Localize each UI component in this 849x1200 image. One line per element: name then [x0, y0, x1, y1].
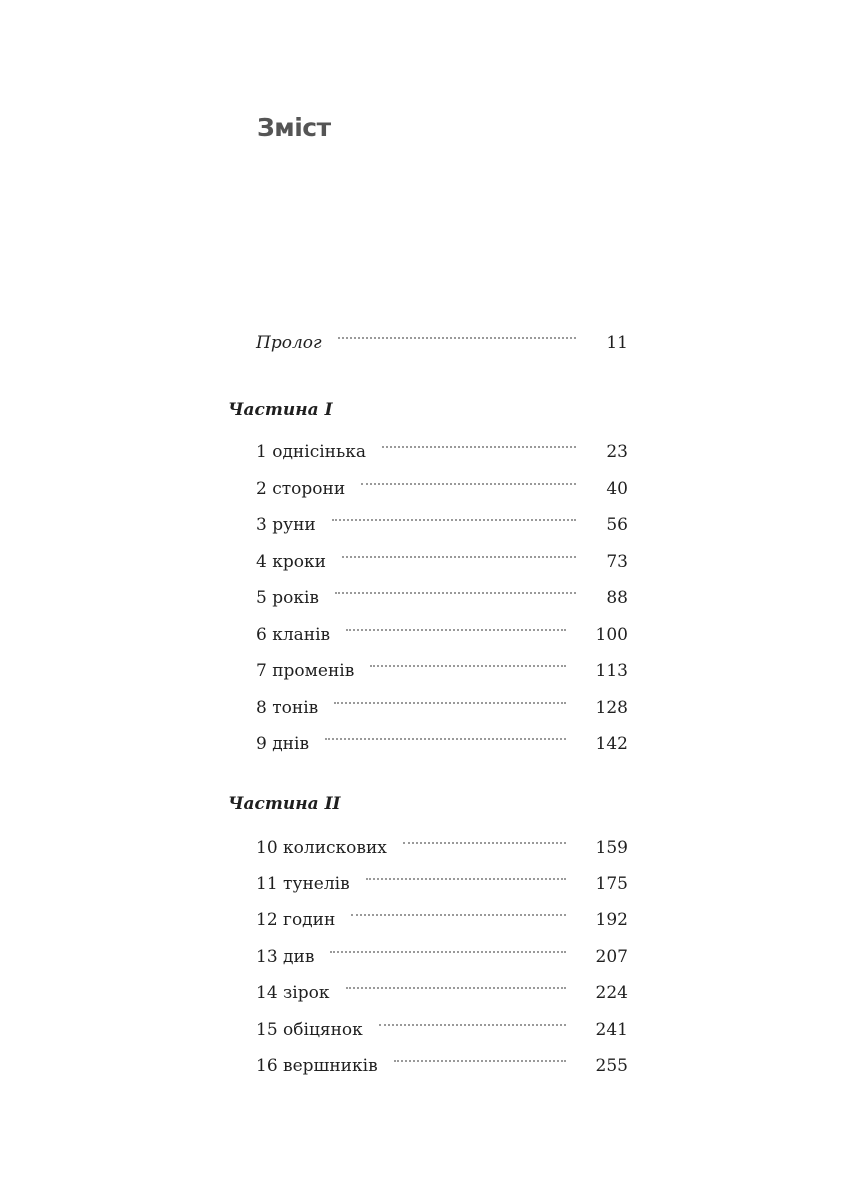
toc-entry-chapter-11[interactable] [256, 871, 628, 897]
toc-entry-chapter-13[interactable] [256, 944, 628, 970]
toc-entry-page: 11 [606, 333, 628, 353]
toc-entry-chapter-2[interactable] [256, 476, 628, 502]
toc-entry-page: 175 [595, 874, 628, 894]
toc-entry-page: 56 [606, 515, 628, 535]
toc-entry-chapter-16[interactable] [256, 1053, 628, 1079]
toc-entry-chapter-8[interactable] [256, 695, 628, 721]
dot-leader [332, 519, 577, 521]
toc-entry-page: 88 [606, 588, 628, 608]
dot-leader [346, 629, 565, 631]
toc-entry-label: 8 тонів [256, 698, 319, 718]
toc-entry-chapter-14[interactable] [256, 980, 628, 1006]
toc-entry-chapter-1[interactable] [256, 439, 628, 465]
toc-entry-chapter-4[interactable] [256, 549, 628, 575]
toc-entry-label: 3 руни [256, 515, 316, 535]
dot-leader [342, 556, 576, 558]
toc-entry-chapter-5[interactable] [256, 585, 628, 611]
toc-entry-label: 16 вершників [256, 1056, 378, 1076]
toc-entry-label: 5 років [256, 588, 319, 608]
toc-entry-page: 255 [595, 1056, 628, 1076]
toc-entry-page: 159 [595, 838, 628, 858]
dot-leader [334, 702, 565, 704]
toc-entry-page: 40 [606, 479, 628, 499]
dot-leader [379, 1024, 566, 1026]
dot-leader [382, 446, 576, 448]
toc-entry-page: 142 [595, 734, 628, 754]
part-heading-2: Частина II [228, 794, 341, 814]
toc-entry-page: 207 [595, 947, 628, 967]
toc-entry-label: 15 обіцянок [256, 1020, 363, 1040]
toc-entry-page: 128 [595, 698, 628, 718]
toc-entry-label: 6 кланів [256, 625, 331, 645]
toc-entry-label: 4 кроки [256, 552, 326, 572]
toc-entry-chapter-7[interactable] [256, 658, 628, 684]
toc-entry-chapter-9[interactable] [256, 731, 628, 757]
dot-leader [325, 738, 566, 740]
toc-entry-prologue[interactable] [256, 330, 628, 356]
toc-entry-page: 224 [595, 983, 628, 1003]
toc-entry-page: 192 [595, 910, 628, 930]
dot-leader [330, 951, 565, 953]
dot-leader [351, 914, 565, 916]
toc-entry-chapter-10[interactable] [256, 835, 628, 861]
toc-entry-label: 1 однісінька [256, 442, 366, 462]
toc-entry-chapter-15[interactable] [256, 1017, 628, 1043]
dot-leader [394, 1060, 566, 1062]
dot-leader [370, 665, 565, 667]
toc-entry-chapter-3[interactable] [256, 512, 628, 538]
dot-leader [366, 878, 566, 880]
toc-entry-label: 13 див [256, 947, 315, 967]
toc-entry-label: 12 годин [256, 910, 336, 930]
toc-entry-page: 113 [595, 661, 628, 681]
toc-entry-chapter-12[interactable] [256, 907, 628, 933]
dot-leader [346, 987, 566, 989]
toc-entry-label: 11 тунелів [256, 874, 350, 894]
dot-leader [338, 337, 577, 339]
toc-entry-label: 10 колискових [256, 838, 387, 858]
toc-entry-page: 73 [606, 552, 628, 572]
toc-entry-chapter-6[interactable] [256, 622, 628, 648]
toc-entry-label: 14 зірок [256, 983, 330, 1003]
toc-entry-label: 2 сторони [256, 479, 346, 499]
toc-entry-label: 7 променів [256, 661, 355, 681]
dot-leader [361, 483, 576, 485]
toc-entry-label: 9 днів [256, 734, 310, 754]
toc-entry-page: 241 [595, 1020, 628, 1040]
toc-entry-label: Пролог [256, 333, 322, 353]
toc-entry-page: 23 [606, 442, 628, 462]
dot-leader [335, 592, 576, 594]
toc-entry-page: 100 [595, 625, 628, 645]
page-title: Зміст [257, 113, 331, 142]
dot-leader [403, 842, 566, 844]
part-heading-1: Частина I [228, 400, 333, 420]
